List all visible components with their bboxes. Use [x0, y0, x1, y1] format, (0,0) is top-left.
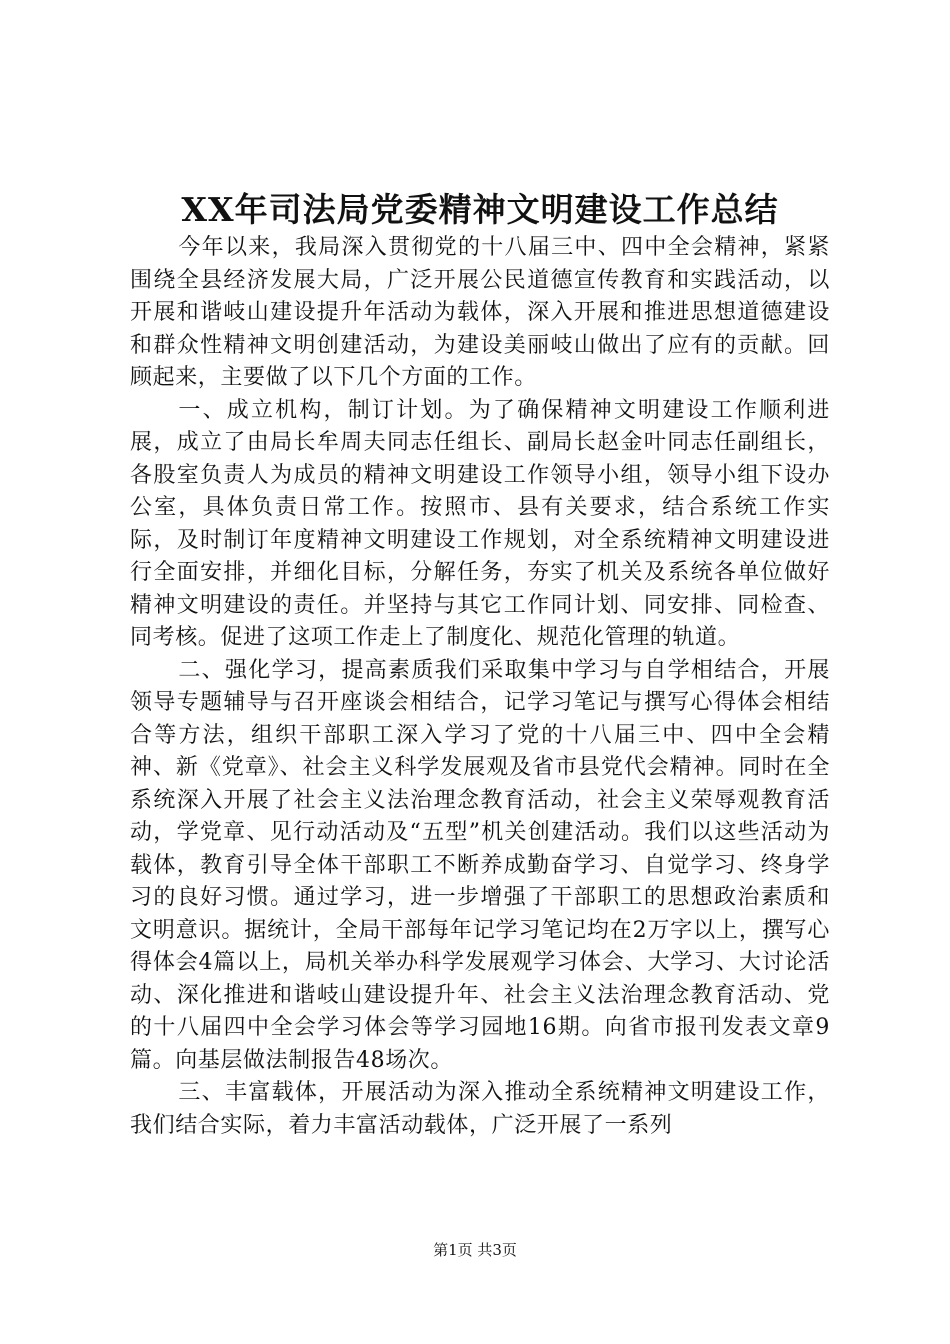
document-title: XX年司法局党委精神文明建设工作总结 — [181, 190, 779, 229]
paragraph-section-1: 一、成立机构，制订计划。为了确保精神文明建设工作顺利进展，成立了由局长牟周夫同志任组长、副局长赵金叶同志任副组长，各股室负责人为成员的精神文明建设工作领导小组，领导小组下设办公室，具体负责日常工作。按照市、县有关要求，结合系统工作实际，及时制订年度精神文明建设工作规划，对全系统精神文明建设进行全面安排，并细化目标，分解任务，夯实了机关及系统各单位做好精神文明建设的责任。并坚持与其它工作同计划、同安排、同检查、同考核。促进了这项工作走上了制度化、规范化管理的轨道。 — [130, 397, 830, 650]
paragraph-section-3: 三、丰富载体，开展活动为深入推动全系统精神文明建设工作，我们结合实际，着力丰富活动载体，广泛开展了一系列 — [130, 1080, 830, 1138]
paragraph-section-2: 二、强化学习，提高素质我们采取集中学习与自学相结合，开展领导专题辅导与召开座谈会相结合，记学习笔记与撰写心得体会相结合等方法，组织干部职工深入学习了党的十八届三中、四中全会精神、新《党章》、社会主义科学发展观及省市县党代会精神。同时在全系统深入开展了社会主义法治理念教育活动，社会主义荣辱观教育活动，学党章、见行动活动及“五型”机关创建活动。我们以这些活动为载体，教育引导全体干部职工不断养成勤奋学习、自觉学习、终身学习的良好习惯。通过学习，进一步增强了干部职工的思想政治素质和文明意识。据统计，全局干部每年记学习笔记均在2万字以上，撰写心得体会4篇以上，局机关举办科学发展观学习体会、大学习、大讨论活动、深化推进和谐岐山建设提升年、社会主义法治理念教育活动、党的十八届四中全会学习体会等学习园地16期。向省市报刊发表文章9篇。向基层做法制报告48场次。 — [130, 657, 830, 1073]
page-number-footer: 第1页 共3页 — [433, 1241, 517, 1259]
document-body — [130, 232, 830, 1142]
document-page — [130, 180, 830, 1142]
paragraph-intro: 今年以来，我局深入贯彻党的十八届三中、四中全会精神，紧紧围绕全县经济发展大局，广泛开展公民道德宣传教育和实践活动，以开展和谐岐山建设提升年活动为载体，深入开展和推进思想道德建设和群众性精神文明创建活动，为建设美丽岐山做出了应有的贡献。回顾起来，主要做了以下几个方面的工作。 — [130, 235, 830, 390]
